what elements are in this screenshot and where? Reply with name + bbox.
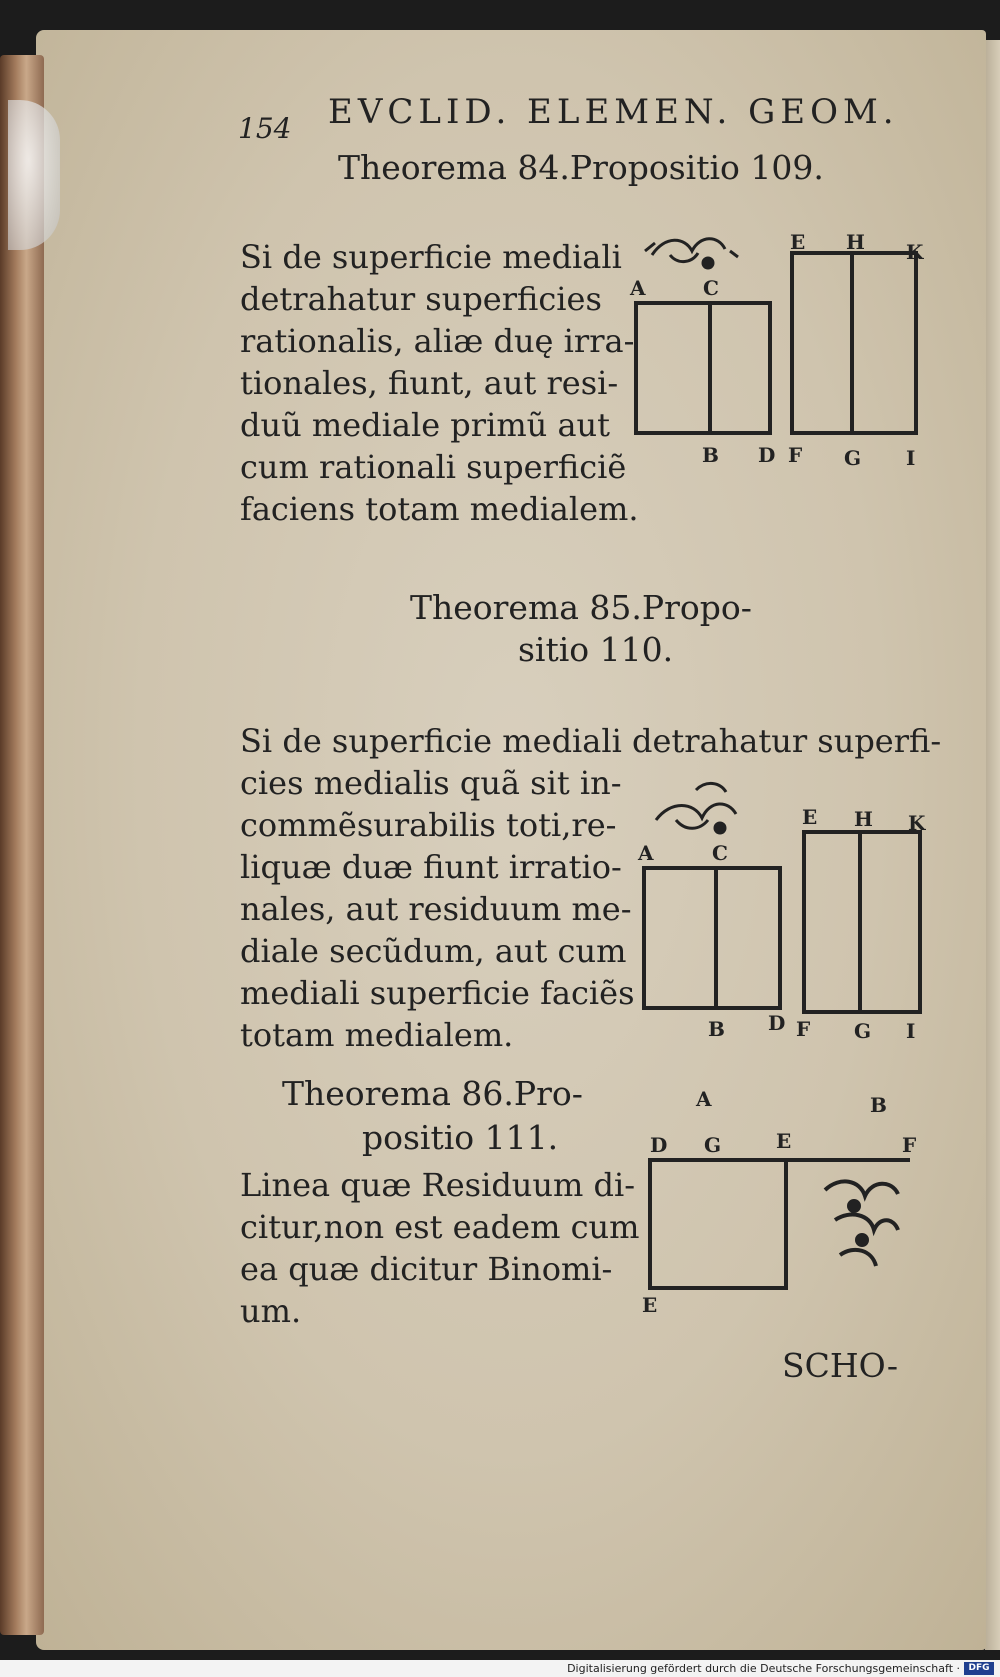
text-line: tionales, fiunt, aut resi- — [240, 364, 619, 402]
text-line: cies medialis quã sit in- — [240, 764, 622, 802]
figure-label: H — [846, 230, 865, 254]
theorem-84-text — [240, 236, 639, 530]
theorem-86-text — [240, 1164, 639, 1332]
theorem-84-title: Theorema 84.Propositio 109. — [338, 148, 824, 187]
figure-label: E — [802, 805, 818, 829]
theorem-85-title-line1: Theorema 85.Propo- — [410, 588, 752, 627]
dfg-logo: DFG — [964, 1662, 994, 1675]
figure-label: E — [790, 230, 806, 254]
text-line: cum rationali superficiẽ — [240, 448, 627, 486]
figure-label: F — [788, 443, 803, 467]
figure-label: F — [796, 1017, 811, 1041]
rectangle-acbd — [636, 303, 770, 433]
text-line: duũ mediale primũ aut — [240, 406, 610, 444]
text-line: ea quæ dicitur Binomi- — [240, 1250, 613, 1288]
next-page-edge — [985, 40, 1000, 1650]
text-line: commẽsurabilis toti,re- — [240, 806, 617, 844]
text-line: um. — [240, 1292, 302, 1330]
footer-credit: Digitalisierung gefördert durch die Deutsche Forschungsgemeinschaft · — [567, 1662, 960, 1675]
figure-label: H — [854, 807, 873, 831]
figure-label: I — [906, 446, 916, 470]
theorem-85-title-line2: sitio 110. — [518, 630, 674, 669]
page-clip — [8, 100, 60, 250]
text-line: citur,non est eadem cum — [240, 1208, 640, 1246]
figure-label: B — [708, 1017, 725, 1041]
text-line: nales, aut residuum me- — [240, 890, 632, 928]
text-line: liquæ duæ fiunt irratio- — [240, 848, 622, 886]
figure-label: D — [650, 1133, 668, 1157]
figure-label: D — [768, 1011, 786, 1035]
theorem-84-figure — [630, 225, 930, 485]
text-line: totam medialem. — [240, 1016, 514, 1054]
text-line: diale secũdum, aut cum — [240, 932, 627, 970]
figure-label: E — [642, 1293, 658, 1317]
figure-label: E — [776, 1129, 792, 1153]
text-line: detrahatur superficies — [240, 280, 602, 318]
figure-label: C — [712, 841, 728, 865]
theorem-86-title-line1: Theorema 86.Pro- — [282, 1074, 583, 1113]
figure-label: I — [906, 1019, 916, 1043]
figure-label: G — [844, 446, 862, 470]
figure-label: K — [906, 240, 924, 264]
figure-label: A — [630, 276, 646, 300]
rectangle-dge — [650, 1160, 786, 1288]
fleuron-ornament — [656, 783, 736, 833]
running-title: EVCLID. ELEMEN. GEOM. — [328, 92, 899, 132]
text-line: Si de superficie mediali detrahatur superfi- — [240, 722, 942, 760]
text-line: faciens totam medialem. — [240, 490, 639, 528]
figure-label: D — [758, 443, 776, 467]
figure-label: F — [902, 1133, 917, 1157]
figure-label: A — [696, 1087, 712, 1111]
fleuron-ornament — [825, 1181, 898, 1266]
text-line: Si de superficie mediali — [240, 238, 622, 276]
figure-label: B — [702, 443, 719, 467]
theorem-86-figure — [640, 1080, 930, 1320]
theorem-86-title-line2: positio 111. — [362, 1118, 559, 1157]
rectangle-acbd — [644, 868, 780, 1008]
text-line: mediali superficie faciẽs — [240, 974, 635, 1012]
catchword: SCHO- — [782, 1346, 899, 1385]
fleuron-ornament — [645, 239, 738, 268]
page-number: 154 — [238, 112, 292, 145]
figure-label: G — [704, 1133, 722, 1157]
figure-label: A — [638, 841, 654, 865]
page-fore-edge — [0, 55, 44, 1635]
figure-label: K — [908, 811, 926, 835]
figure-label: G — [854, 1019, 872, 1043]
text-line: rationalis, aliæ duę irra- — [240, 322, 635, 360]
figure-label: C — [703, 276, 719, 300]
figure-label: B — [870, 1093, 887, 1117]
text-line: Linea quæ Residuum di- — [240, 1166, 636, 1204]
theorem-85-figure — [636, 780, 936, 1050]
